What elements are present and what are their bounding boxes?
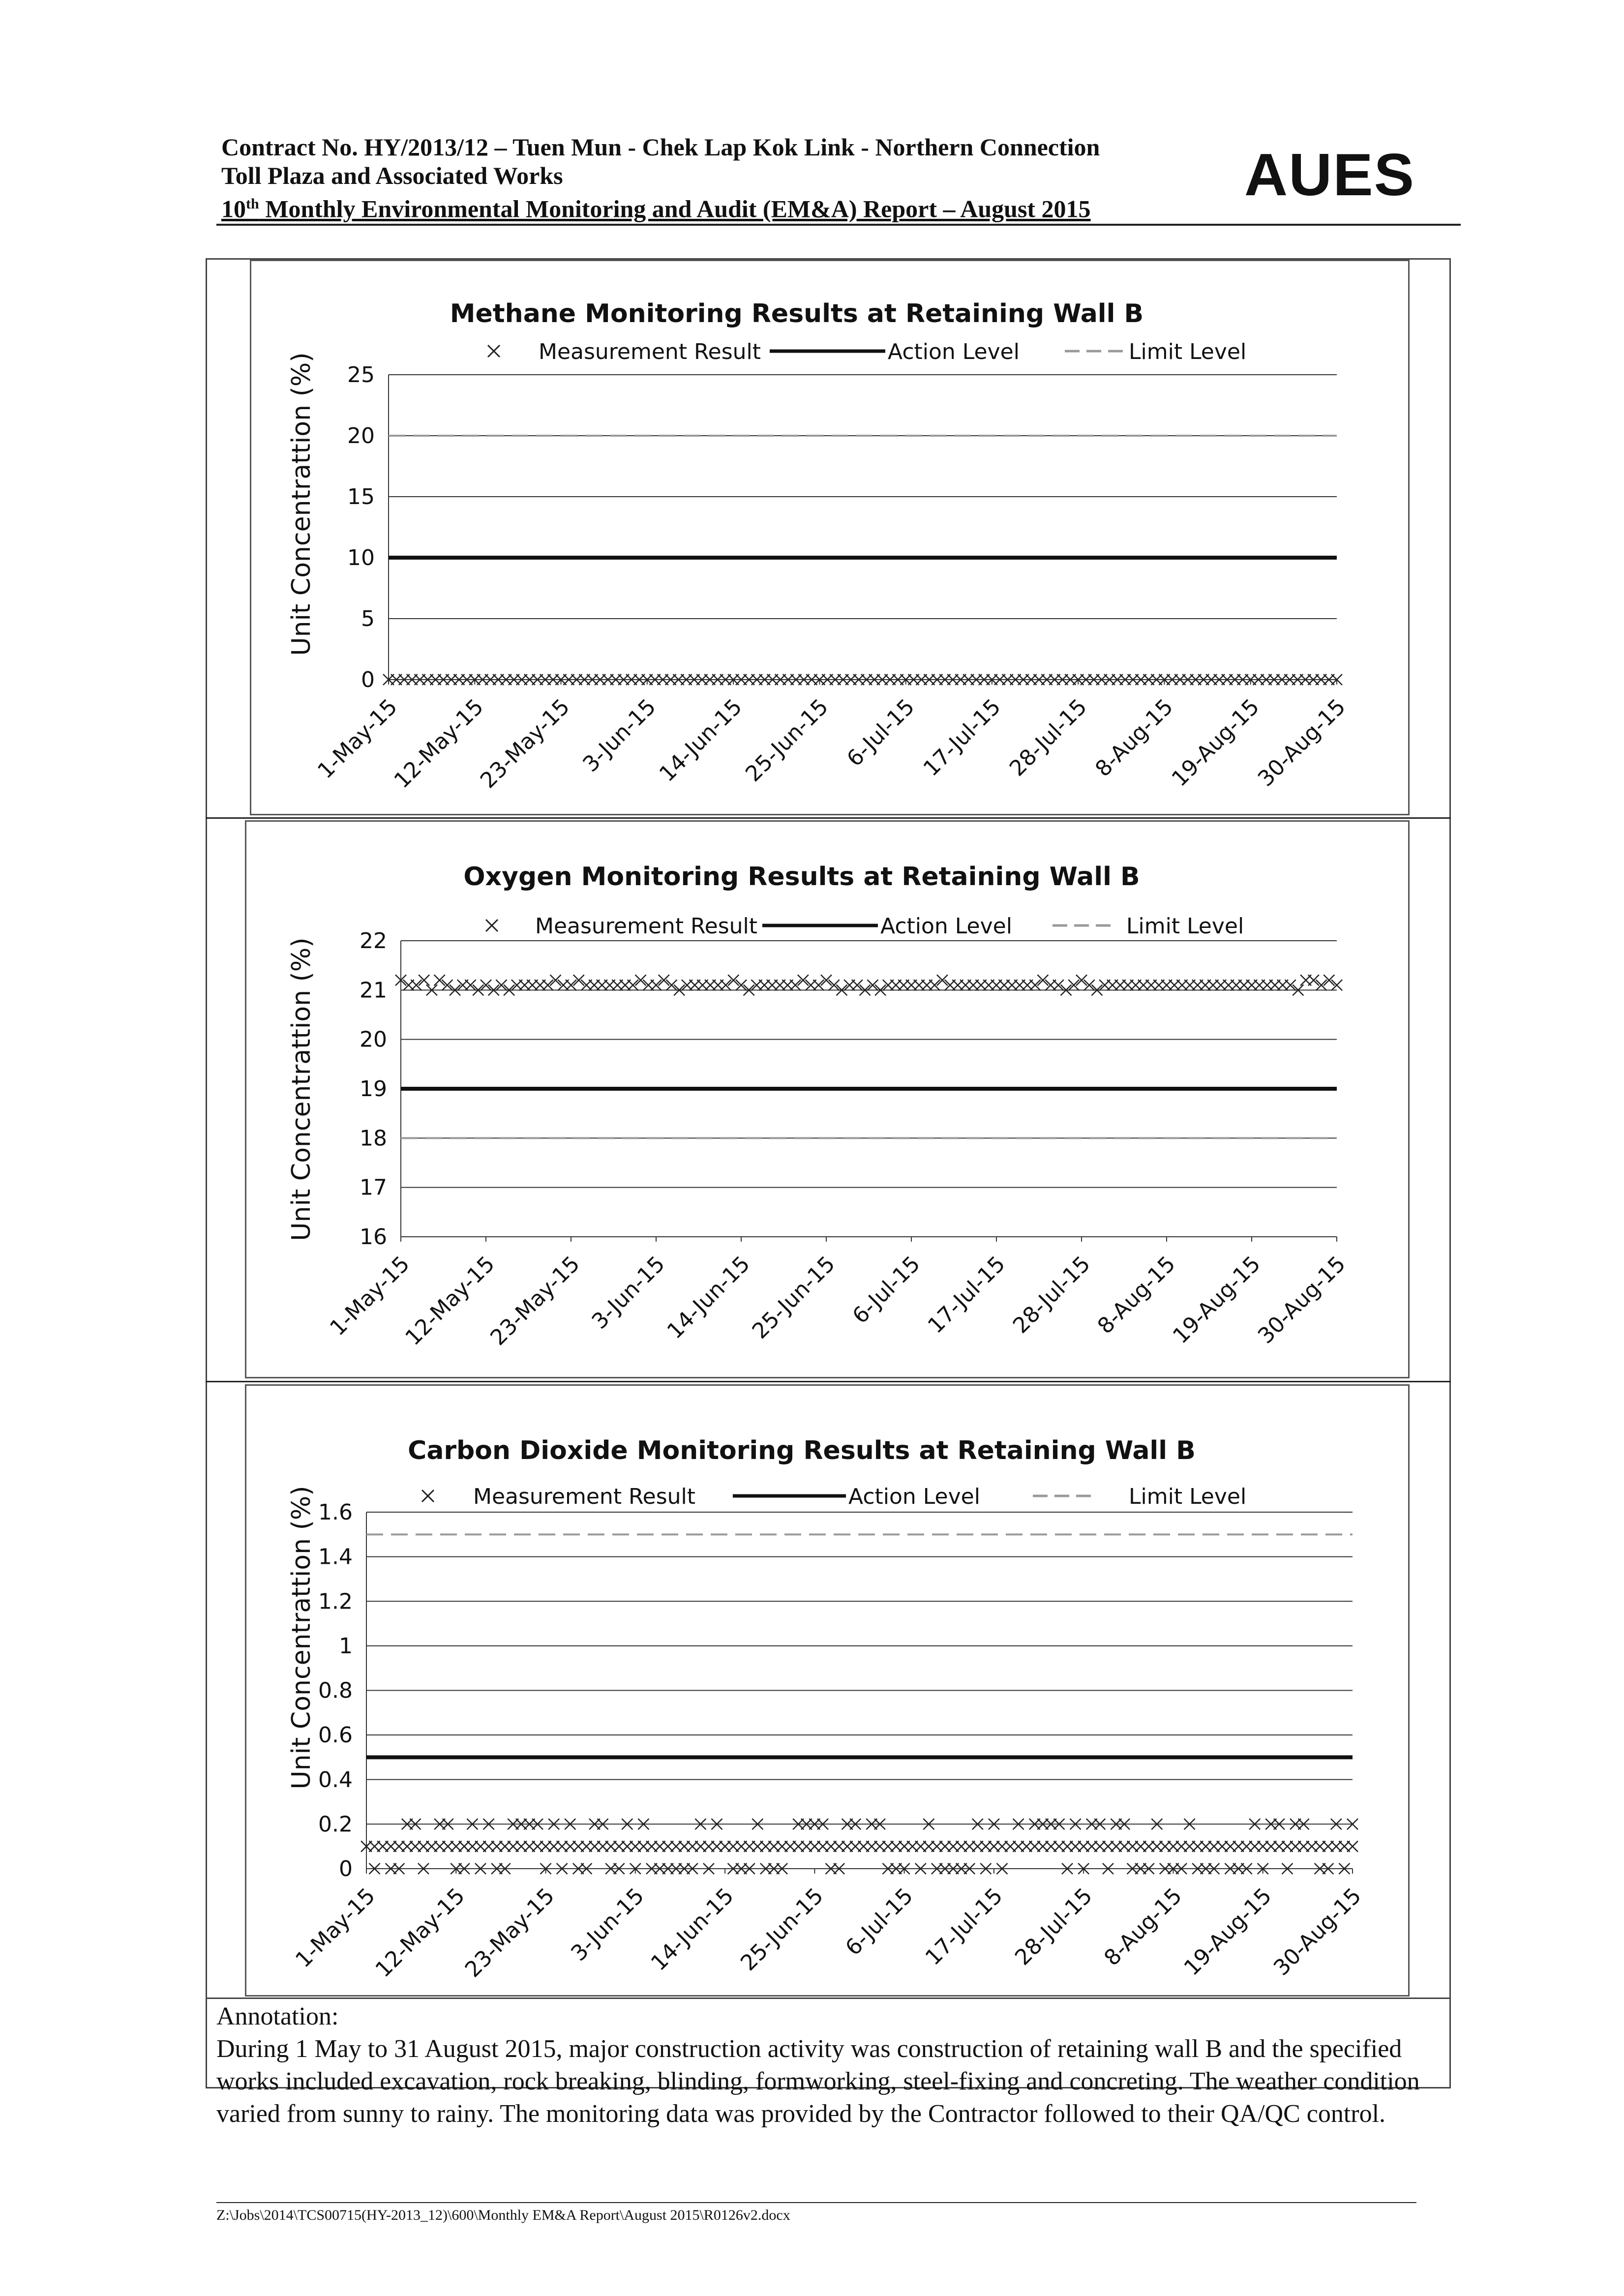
- y-tick-label: 1.6: [318, 1500, 353, 1525]
- x-tick-label: 28-Jul-15: [1008, 1251, 1095, 1339]
- report-number: 10: [221, 195, 246, 223]
- y-tick-label: 22: [360, 928, 387, 954]
- x-tick-label: 30-Aug-15: [1253, 1251, 1351, 1349]
- x-tick-label: 14-Jun-15: [646, 1883, 739, 1976]
- x-tick-label: 1-May-15: [325, 1251, 415, 1341]
- annotation-heading: Annotation:: [216, 2002, 339, 2030]
- plot-area: [291, 1500, 1366, 1982]
- y-tick-label: 18: [360, 1126, 387, 1151]
- measurement-point: [1347, 1841, 1358, 1852]
- legend-label-measurement: Measurement Result: [535, 914, 758, 939]
- aues-logo: AUES: [1244, 141, 1415, 208]
- x-tick-label: 3-Jun-15: [566, 1883, 649, 1966]
- x-tick-label: 23-May-15: [475, 694, 575, 794]
- legend-label-measurement: Measurement Result: [473, 1484, 696, 1509]
- report-title: Monthly Environmental Monitoring and Audit (EM&A) Report – August 2015: [259, 195, 1091, 223]
- legend-label-action: Action Level: [888, 339, 1020, 364]
- annotation-body: During 1 May to 31 August 2015, major construction activity was construction of retaining wall B and the specified works included excavation, rock breaking, blinding, formworking, steel-fixing and concreting. The weather condition varied from sunny to rainy. The monitoring data was provided by the Contractor followed to their QA/QC control.: [216, 2035, 1420, 2128]
- x-tick-label: 14-Jun-15: [654, 694, 747, 787]
- file-path: Z:\Jobs\2014\TCS00715(HY-2013_12)\600\Monthly EM&A Report\August 2015\R0126v2.docx: [216, 2207, 790, 2223]
- x-tick-label: 30-Aug-15: [1269, 1883, 1366, 1981]
- y-tick-label: 21: [360, 978, 387, 1003]
- y-tick-label: 5: [361, 606, 375, 631]
- x-tick-label: 12-May-15: [389, 694, 489, 794]
- x-tick-label: 19-Aug-15: [1168, 1251, 1265, 1349]
- x-tick-label: 25-Jun-15: [741, 694, 834, 787]
- x-tick-label: 25-Jun-15: [736, 1883, 829, 1976]
- legend-marker-x: [422, 1490, 434, 1502]
- legend-label-measurement: Measurement Result: [539, 339, 761, 364]
- x-tick-label: 3-Jun-15: [587, 1251, 670, 1334]
- x-tick-label: 1-May-15: [291, 1883, 380, 1973]
- x-tick-label: 19-Aug-15: [1167, 694, 1264, 792]
- x-tick-label: 12-May-15: [370, 1883, 470, 1983]
- x-tick-label: 17-Jul-15: [918, 694, 1006, 781]
- x-tick-label: 17-Jul-15: [923, 1251, 1010, 1339]
- x-tick-label: 8-Aug-15: [1099, 1883, 1187, 1971]
- y-axis-label: Unit Concentrattion (%): [287, 937, 316, 1241]
- legend-label-limit: Limit Level: [1129, 1484, 1247, 1509]
- x-tick-label: 25-Jun-15: [747, 1251, 840, 1344]
- y-tick-label: 19: [360, 1076, 387, 1102]
- y-tick-label: 1.4: [318, 1544, 353, 1570]
- annotation: [216, 2000, 1436, 2130]
- legend-label-action: Action Level: [848, 1484, 980, 1509]
- x-tick-label: 28-Jul-15: [1004, 694, 1092, 781]
- x-tick-label: 23-May-15: [460, 1883, 560, 1983]
- chart-title: Carbon Dioxide Monitoring Results at Retaining Wall B: [408, 1436, 1196, 1465]
- y-axis-label: Unit Concentrattion (%): [287, 1486, 316, 1789]
- y-tick-label: 20: [347, 423, 375, 448]
- y-tick-label: 0.4: [318, 1767, 353, 1792]
- chart-title: Methane Monitoring Results at Retaining Wall B: [450, 299, 1144, 328]
- legend-label-limit: Limit Level: [1126, 914, 1244, 939]
- x-tick-label: 23-May-15: [485, 1251, 585, 1351]
- x-tick-label: 6-Jul-15: [841, 1883, 918, 1961]
- legend-label-action: Action Level: [880, 914, 1012, 939]
- legend-label-limit: Limit Level: [1129, 339, 1247, 364]
- y-tick-label: 0: [339, 1856, 353, 1881]
- y-tick-label: 0: [361, 667, 375, 692]
- y-tick-label: 0.2: [318, 1812, 353, 1837]
- x-tick-label: 30-Aug-15: [1253, 694, 1351, 792]
- header-line-1: Contract No. HY/2013/12 – Tuen Mun - Chek Lap Kok Link - Northern Connection: [221, 133, 1100, 161]
- y-tick-label: 1: [339, 1633, 353, 1659]
- y-tick-label: 25: [347, 362, 375, 388]
- x-tick-label: 14-Jun-15: [662, 1251, 755, 1344]
- y-tick-label: 17: [360, 1175, 387, 1200]
- chart-title: Oxygen Monitoring Results at Retaining Wall B: [463, 862, 1140, 892]
- report-number-suffix: th: [246, 196, 259, 212]
- y-tick-label: 0.6: [318, 1723, 353, 1748]
- x-tick-label: 8-Aug-15: [1090, 694, 1178, 782]
- y-tick-label: 15: [347, 484, 375, 509]
- x-tick-label: 3-Jun-15: [578, 694, 661, 777]
- y-axis-label: Unit Concentrattion (%): [287, 352, 316, 656]
- y-tick-label: 10: [347, 545, 375, 570]
- x-tick-label: 28-Jul-15: [1010, 1883, 1097, 1970]
- x-tick-label: 8-Aug-15: [1092, 1251, 1180, 1339]
- y-tick-label: 1.2: [318, 1589, 353, 1614]
- x-tick-label: 1-May-15: [313, 694, 402, 784]
- x-tick-label: 17-Jul-15: [920, 1883, 1008, 1970]
- y-tick-label: 0.8: [318, 1678, 353, 1703]
- x-tick-label: 6-Jul-15: [847, 1251, 925, 1329]
- footer-rule: [216, 2202, 1416, 2203]
- header-line-2: Toll Plaza and Associated Works: [221, 162, 563, 189]
- x-tick-label: 12-May-15: [400, 1251, 500, 1351]
- y-tick-label: 16: [360, 1224, 387, 1250]
- x-tick-label: 6-Jul-15: [842, 694, 920, 772]
- y-tick-label: 20: [360, 1027, 387, 1052]
- x-tick-label: 19-Aug-15: [1179, 1883, 1277, 1981]
- legend: [422, 1484, 1246, 1509]
